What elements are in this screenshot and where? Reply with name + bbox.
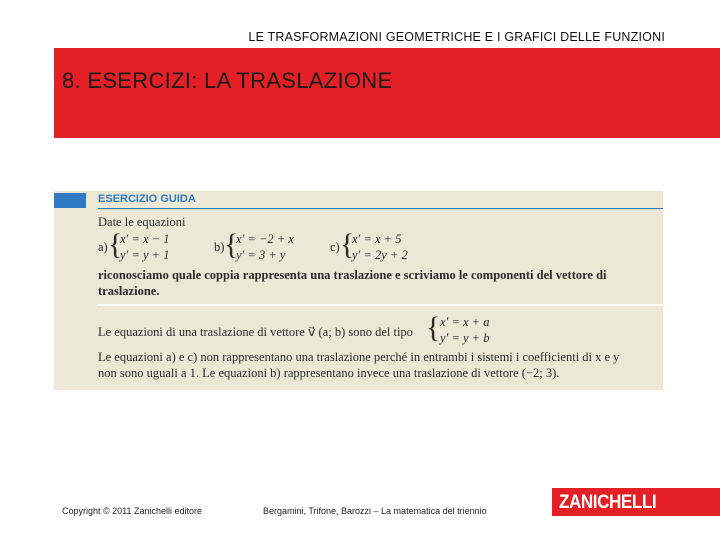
equation-line: y′ = y + 1 [120, 248, 170, 262]
equation-line: x′ = x − 1 [120, 232, 170, 246]
equation-line: x′ = x + a [440, 315, 490, 329]
intro-text: Date le equazioni [98, 215, 186, 229]
guide-tag-block [54, 193, 86, 208]
brace-icon: { [426, 311, 441, 344]
page-title: 8. ESERCIZI: LA TRASLAZIONE [62, 68, 393, 93]
equation-line: y′ = 3 + y [236, 248, 286, 262]
answer-line: Le equazioni a) e c) non rappresentano una traslazione perché in entrambi i sistemi i coefficienti di x e y [98, 350, 620, 364]
equation-line: x′ = −2 + x [236, 232, 294, 246]
answer-line: non sono uguali a 1. Le equazioni b) rappresentano invece una traslazione di vettore (−2; 3). [98, 366, 560, 380]
brace-icon: { [340, 228, 355, 261]
brace-icon: { [108, 228, 123, 261]
exercise-panel [54, 191, 663, 390]
title-banner [54, 48, 720, 138]
guide-rule [98, 208, 663, 209]
question-line: riconosciamo quale coppia rappresenta una traslazione e scriviamo le componenti del vettore di [98, 268, 607, 282]
separator [98, 304, 663, 306]
system-label: c) [330, 240, 340, 254]
equation-line: y′ = y + b [440, 331, 490, 345]
general-text: Le equazioni di una traslazione di vettore v⃗ (a; b) sono del tipo [98, 325, 413, 339]
section-topline: LE TRASFORMAZIONI GEOMETRICHE E I GRAFICI DELLE FUNZIONI [248, 30, 665, 44]
logo-text: ZANICHELLI [559, 492, 657, 513]
zanichelli-logo [552, 488, 720, 516]
equation-line: y′ = 2y + 2 [352, 248, 408, 262]
brace-icon: { [224, 228, 239, 261]
equation-line: x′ = x + 5 [352, 232, 402, 246]
guide-label: ESERCIZIO GUIDA [98, 193, 196, 205]
system-label: a) [98, 240, 108, 254]
authors-text: Bergamini, Trifone, Barozzi – La matematica del triennio [263, 506, 487, 516]
copyright-text: Copyright © 2011 Zanichelli editore [62, 506, 203, 516]
question-line: traslazione. [98, 284, 160, 298]
system-label: b) [214, 240, 225, 254]
